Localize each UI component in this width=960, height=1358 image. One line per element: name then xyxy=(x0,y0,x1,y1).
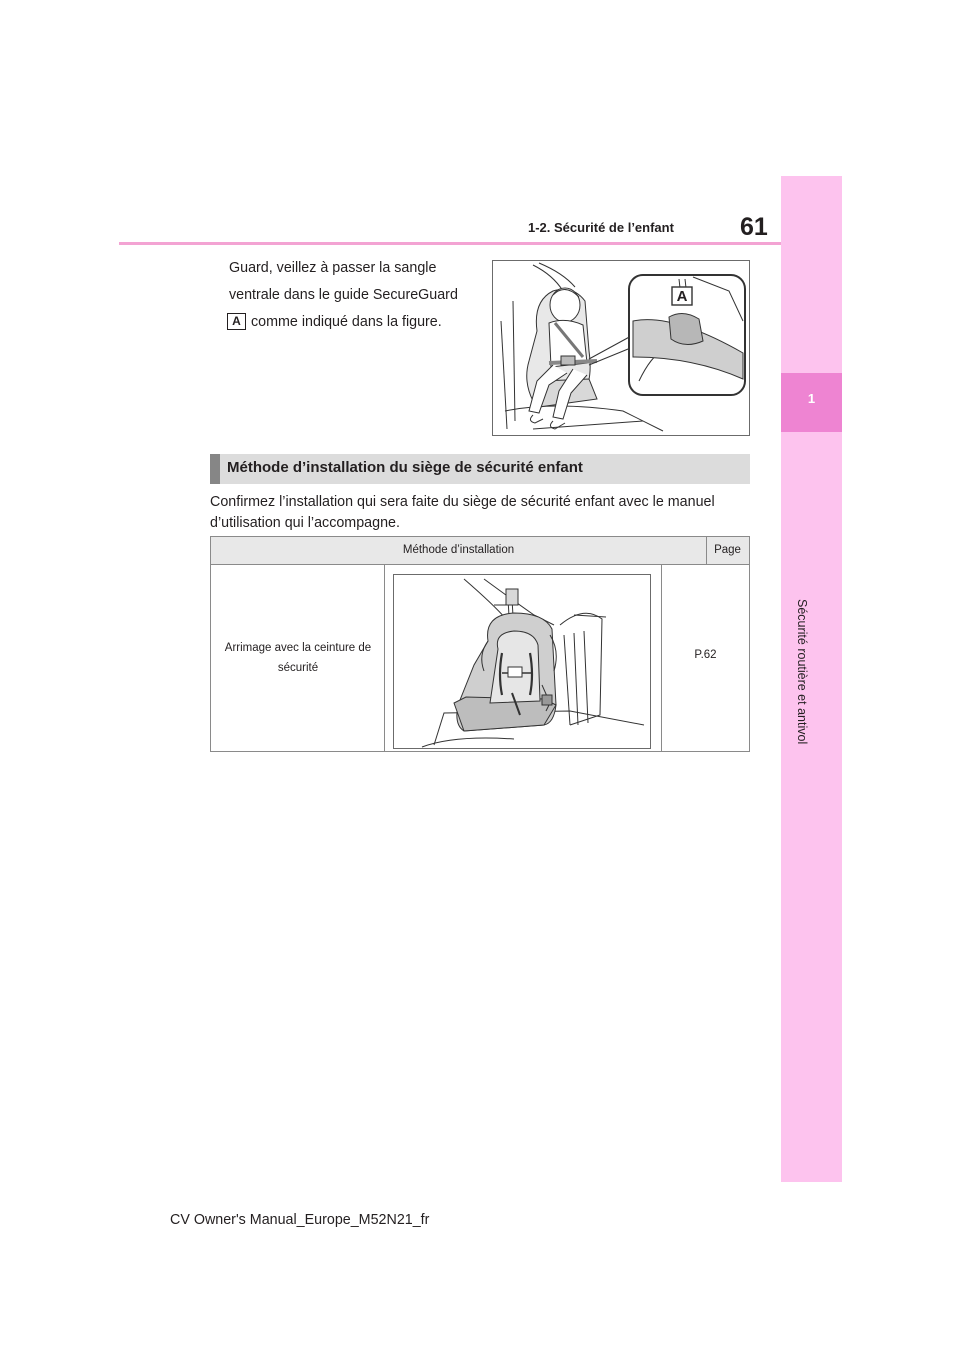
table-cell-page: P.62 xyxy=(694,649,717,661)
intro-line: ventrale dans le guide SecureGuard xyxy=(229,287,458,303)
section-heading-accent xyxy=(210,454,220,484)
callout-badge: A xyxy=(227,313,246,330)
chapter-label-text: Sécurité routière et antivol xyxy=(795,599,809,745)
column-header-page: Page xyxy=(714,544,741,556)
page-number: 61 xyxy=(740,213,768,241)
header-rule xyxy=(119,242,781,245)
table-cell-method: Arrimage avec la ceinture de sécurité xyxy=(224,642,372,674)
chapter-label xyxy=(795,441,813,745)
column-divider xyxy=(384,565,385,751)
section-heading: Méthode d’installation du siège de sécurité enfant xyxy=(227,459,583,476)
header-divider xyxy=(706,537,707,564)
section-paragraph: Confirmez l’installation qui sera faite du siège de sécurité enfant avec le manuel d’utilisation qui l’accompagne. xyxy=(210,494,715,531)
chapter-number: 1 xyxy=(807,391,816,406)
intro-line-with-badge xyxy=(229,309,479,336)
booster-seat-illustration xyxy=(492,260,750,436)
side-tab xyxy=(781,176,842,1182)
figure-callout-label: A xyxy=(676,288,688,305)
intro-line: Guard, veillez à passer la sangle xyxy=(229,260,437,276)
intro-line: comme indiqué dans la figure. xyxy=(251,314,442,330)
installation-table xyxy=(210,536,750,752)
column-header-method: Méthode d’installation xyxy=(402,544,515,556)
intro-paragraph xyxy=(229,255,479,336)
section-title: 1-2. Sécurité de l’enfant xyxy=(528,220,674,235)
footer-text: CV Owner's Manual_Europe_M52N21_fr xyxy=(170,1212,430,1228)
child-seat-illustration xyxy=(393,574,651,749)
